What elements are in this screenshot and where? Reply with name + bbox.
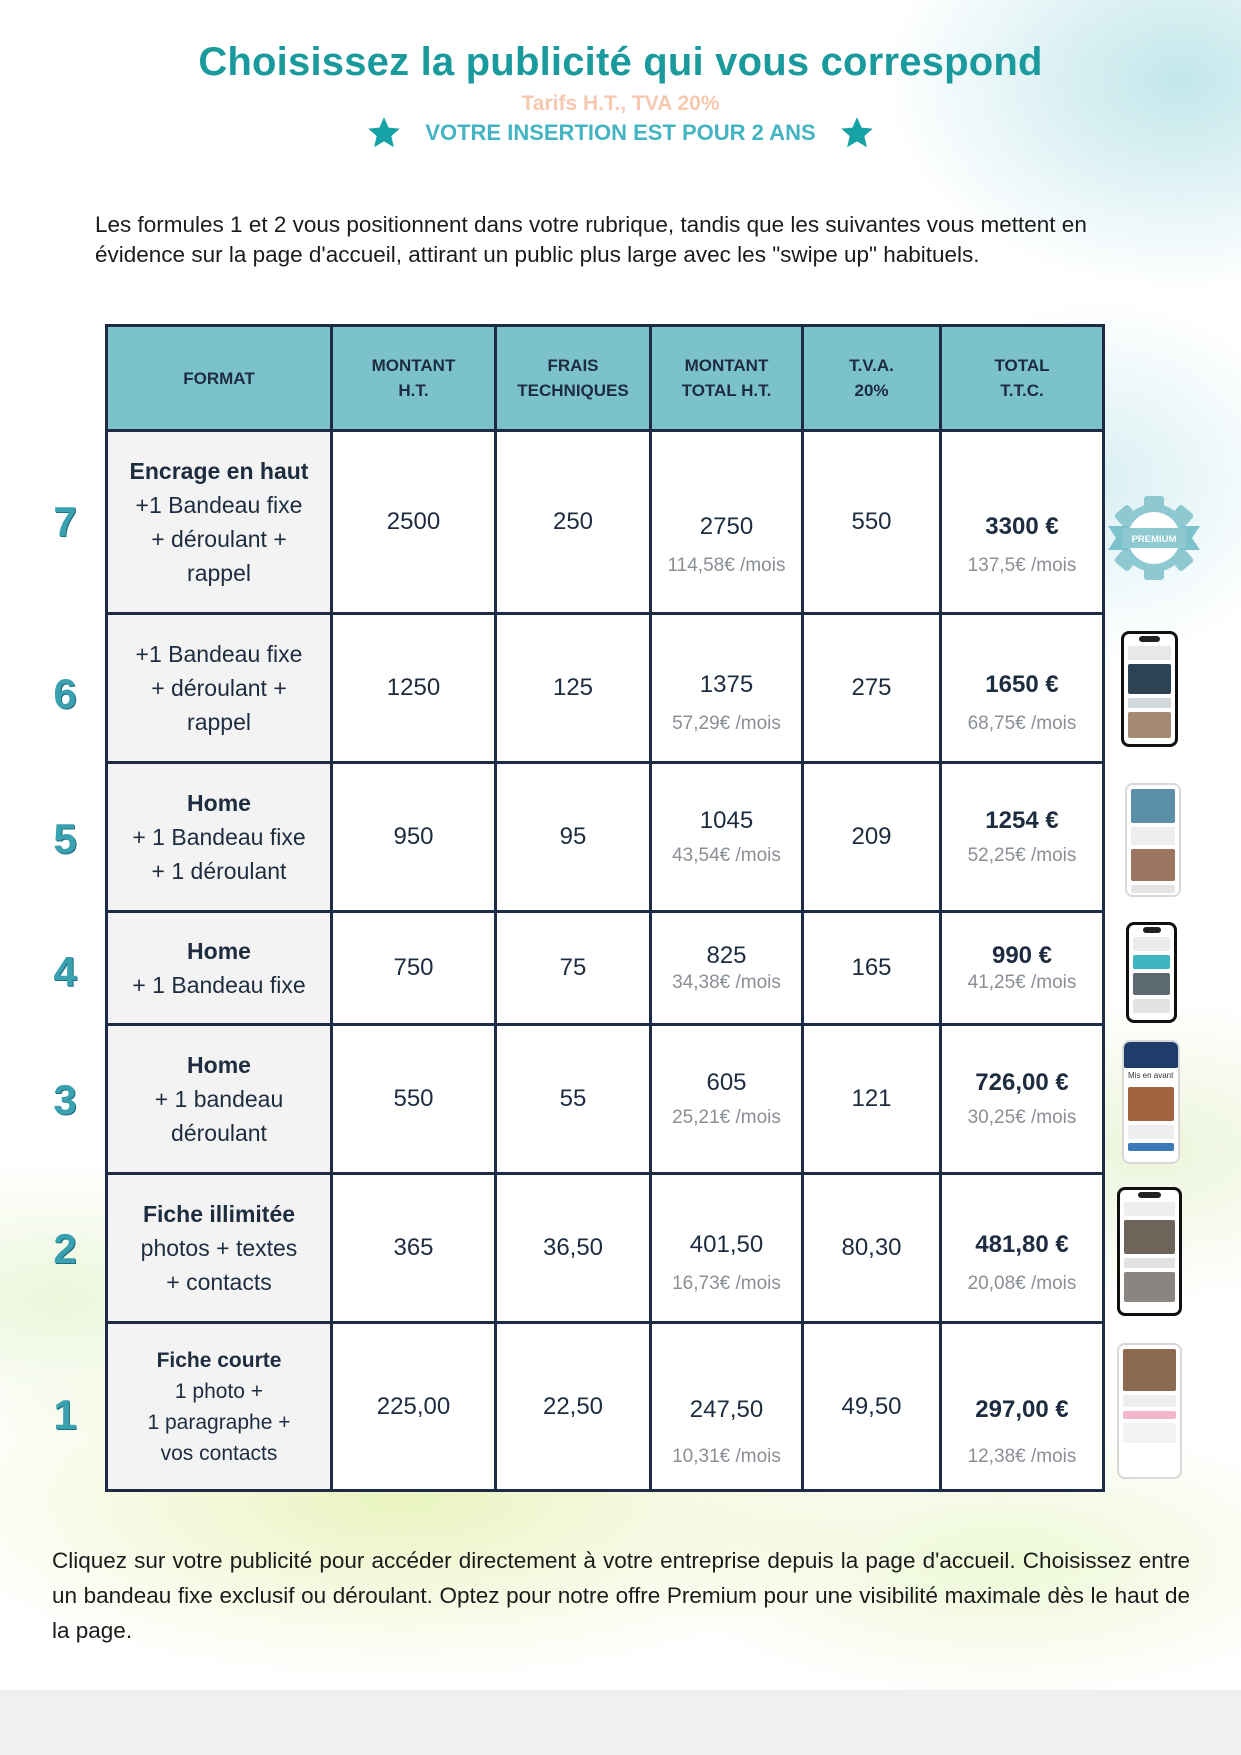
- row-number-6: 6: [53, 670, 77, 717]
- thumbnail-caption: Mis en avant: [1128, 1071, 1174, 1080]
- table-header-row: [107, 326, 1104, 431]
- tva-cell: 209: [803, 763, 941, 912]
- rate-note: Tarifs H.T., TVA 20%: [521, 92, 720, 115]
- tva-cell: 49,50: [803, 1323, 941, 1491]
- table-row[interactable]: [107, 431, 1104, 614]
- phone-thumbnail: [1121, 631, 1178, 747]
- tva-cell: 121: [803, 1025, 941, 1174]
- footer-text: Cliquez sur votre publicité pour accéder directement à votre entreprise depuis la page d'accueil. Choisissez entre un bandeau fixe exclusif ou déroulant. Optez pour notre offre Premium pour une visibilité maximale dès le haut de la page.: [52, 1548, 1190, 1643]
- total-ttc-cell: 297,00 € 12,38€ /mois: [941, 1323, 1104, 1491]
- header-frais-techniques: FRAIS TECHNIQUES: [496, 326, 651, 431]
- format-cell: Home + 1 Bandeau fixe + 1 déroulant: [107, 763, 332, 912]
- tva-cell: 165: [803, 912, 941, 1025]
- montant-ht-cell: 2500: [332, 431, 496, 614]
- montant-ht-cell: 365: [332, 1174, 496, 1323]
- montant-ht-cell: 950: [332, 763, 496, 912]
- format-cell: Home + 1 Bandeau fixe: [107, 912, 332, 1025]
- table-row[interactable]: [107, 912, 1104, 1025]
- row-number-3: 3: [53, 1076, 77, 1123]
- row-number-5: 5: [53, 815, 77, 862]
- total-ht-cell: 825 34,38€ /mois: [651, 912, 803, 1025]
- format-cell: Fiche illimitée photos + textes + contacts: [107, 1174, 332, 1323]
- format-cell: Encrage en haut +1 Bandeau fixe + déroulant + rappel: [107, 431, 332, 614]
- total-ht-cell: 605 25,21€ /mois: [651, 1025, 803, 1174]
- page-title: Choisissez la publicité qui vous correspond: [198, 40, 1043, 84]
- montant-ht-cell: 750: [332, 912, 496, 1025]
- total-ttc-cell: 1254 € 52,25€ /mois: [941, 763, 1104, 912]
- row-number-1: 1: [53, 1391, 77, 1438]
- frais-cell: 125: [496, 614, 651, 763]
- table-row[interactable]: [107, 763, 1104, 912]
- total-ht-cell: 247,50 10,31€ /mois: [651, 1323, 803, 1491]
- total-ttc-cell: 481,80 € 20,08€ /mois: [941, 1174, 1104, 1323]
- premium-badge-label: PREMIUM: [1131, 534, 1177, 545]
- tva-cell: 80,30: [803, 1174, 941, 1323]
- row-number-7: 7: [53, 498, 77, 545]
- frais-cell: 36,50: [496, 1174, 651, 1323]
- phone-thumbnail: [1125, 783, 1181, 897]
- phone-thumbnail: [1117, 1187, 1182, 1316]
- header-montant-total-ht: MONTANT TOTAL H.T.: [651, 326, 803, 431]
- header-montant-ht: MONTANT H.T.: [332, 326, 496, 431]
- frais-cell: 95: [496, 763, 651, 912]
- row-number-2: 2: [53, 1225, 77, 1272]
- total-ht-cell: 1375 57,29€ /mois: [651, 614, 803, 763]
- format-cell: Home + 1 bandeau déroulant: [107, 1025, 332, 1174]
- header-tva: T.V.A. 20%: [803, 326, 941, 431]
- star-icon: [365, 115, 403, 151]
- total-ht-cell: 1045 43,54€ /mois: [651, 763, 803, 912]
- montant-ht-cell: 1250: [332, 614, 496, 763]
- phone-thumbnail: [1126, 922, 1177, 1023]
- insertion-note: VOTRE INSERTION EST POUR 2 ANS: [425, 120, 816, 145]
- table-row[interactable]: [107, 1323, 1104, 1491]
- star-icon: [838, 115, 876, 151]
- tva-cell: 550: [803, 431, 941, 614]
- table-row[interactable]: [107, 1174, 1104, 1323]
- frais-cell: 55: [496, 1025, 651, 1174]
- header-total-ttc: TOTAL T.T.C.: [941, 326, 1104, 431]
- table-row[interactable]: [107, 1025, 1104, 1174]
- insertion-note-line: [0, 116, 1241, 150]
- row-number-4: 4: [53, 948, 77, 995]
- phone-thumbnail: [1122, 1040, 1180, 1164]
- tva-cell: 275: [803, 614, 941, 763]
- frais-cell: 22,50: [496, 1323, 651, 1491]
- premium-badge-icon: [1108, 496, 1200, 580]
- frais-cell: 75: [496, 912, 651, 1025]
- phone-thumbnail: [1117, 1343, 1182, 1479]
- format-cell: Fiche courte 1 photo + 1 paragraphe + vos contacts: [107, 1323, 332, 1491]
- format-cell: +1 Bandeau fixe + déroulant + rappel: [107, 614, 332, 763]
- total-ttc-cell: 3300 € 137,5€ /mois: [941, 431, 1104, 614]
- table-row[interactable]: [107, 614, 1104, 763]
- frais-cell: 250: [496, 431, 651, 614]
- montant-ht-cell: 225,00: [332, 1323, 496, 1491]
- total-ttc-cell: 726,00 € 30,25€ /mois: [941, 1025, 1104, 1174]
- price-table: [105, 324, 1105, 1492]
- montant-ht-cell: 550: [332, 1025, 496, 1174]
- header-format: FORMAT: [107, 326, 332, 431]
- total-ttc-cell: 990 € 41,25€ /mois: [941, 912, 1104, 1025]
- total-ht-cell: 2750 114,58€ /mois: [651, 431, 803, 614]
- intro-text: Les formules 1 et 2 vous positionnent dans votre rubrique, tandis que les suivantes vous mettent en évidence sur la page d'accueil, attirant un public plus large avec les "swipe up" habituels.: [95, 212, 1087, 267]
- total-ttc-cell: 1650 € 68,75€ /mois: [941, 614, 1104, 763]
- total-ht-cell: 401,50 16,73€ /mois: [651, 1174, 803, 1323]
